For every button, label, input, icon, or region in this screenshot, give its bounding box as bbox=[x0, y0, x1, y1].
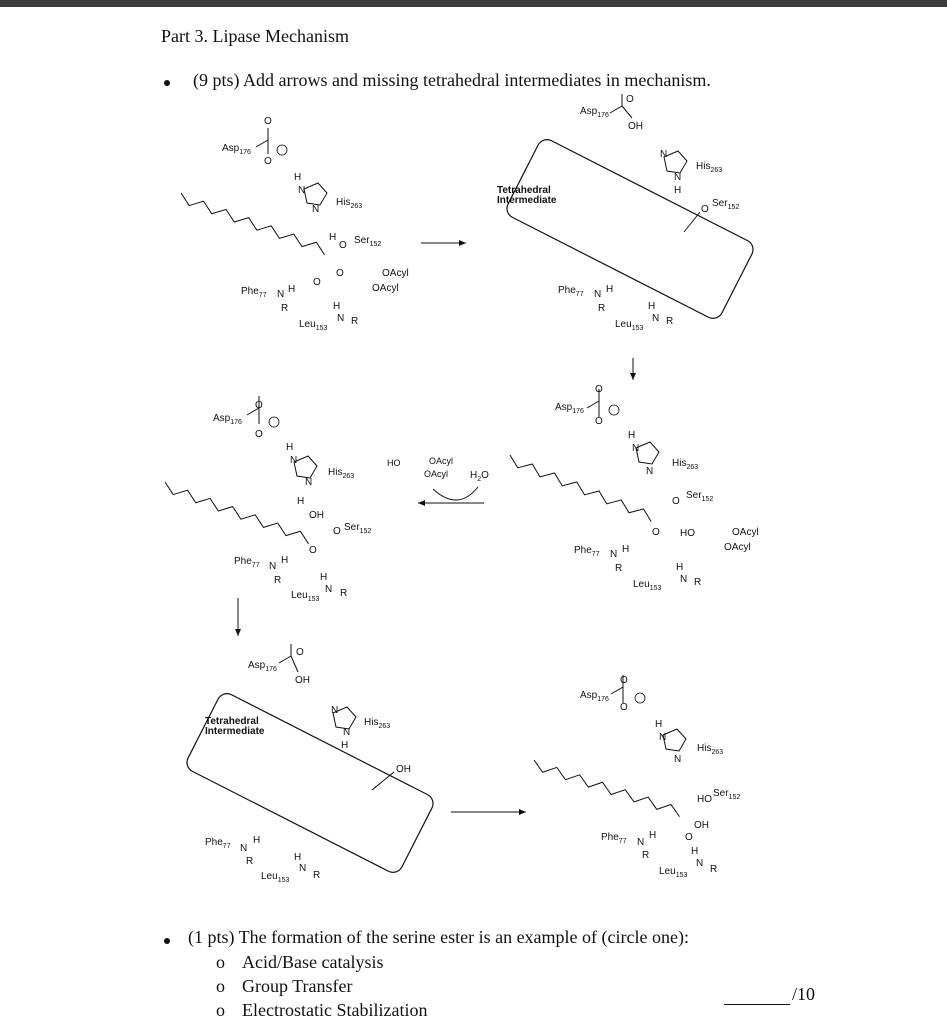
structure-part: H bbox=[288, 284, 296, 295]
structure-part: O bbox=[264, 156, 272, 167]
asp-label-3: Asp$_{176}$ bbox=[555, 402, 584, 415]
option-group-transfer-label: Group Transfer bbox=[242, 976, 353, 996]
ser-label-6: Ser$_{152}$ bbox=[713, 788, 741, 801]
structure-part: O bbox=[313, 277, 321, 288]
structure-part: Intermediate bbox=[205, 726, 265, 737]
structure-part: O bbox=[309, 545, 317, 556]
tetrahedral-box-1 bbox=[504, 136, 757, 322]
leu-label-4: Leu$_{153}$ bbox=[291, 590, 320, 603]
structure-part: H bbox=[628, 430, 636, 441]
structure-part: O bbox=[620, 675, 628, 686]
score-field bbox=[724, 984, 815, 1005]
structure-part bbox=[684, 212, 700, 232]
structure-part: H bbox=[606, 284, 614, 295]
structure-part: HO bbox=[697, 794, 712, 805]
structure-part: N bbox=[269, 561, 277, 572]
structure-part: Tetrahedral bbox=[205, 716, 259, 727]
structure-part bbox=[609, 405, 619, 415]
structure-part: R bbox=[642, 850, 650, 861]
structure-part: N bbox=[659, 732, 667, 743]
structure-part: O bbox=[595, 416, 603, 427]
structure-part: N bbox=[646, 466, 654, 477]
asp-label-1: Asp$_{176}$ bbox=[222, 143, 251, 156]
structure-part: N bbox=[277, 289, 285, 300]
his-label-1: His$_{263}$ bbox=[336, 197, 363, 210]
structure-part: O bbox=[339, 240, 347, 251]
structure-part: O bbox=[336, 268, 344, 279]
asp-label-4: Asp$_{176}$ bbox=[213, 413, 242, 426]
structure-part: N bbox=[337, 313, 345, 324]
structure-part: O bbox=[255, 429, 263, 440]
structure-part: H bbox=[294, 852, 302, 863]
ser-label-1: Ser$_{152}$ bbox=[354, 235, 382, 248]
structure-part: O bbox=[255, 400, 263, 411]
structure-part: R bbox=[340, 588, 348, 599]
imidazole-ring-3 bbox=[294, 456, 317, 478]
structure-part: H bbox=[286, 442, 294, 453]
structure-part: O bbox=[296, 647, 304, 658]
question2-prompt: (1 pts) The formation of the serine ester is an example of (circle one): bbox=[188, 927, 689, 947]
imidazole-ring-1 bbox=[304, 183, 327, 205]
bullet-q2 bbox=[164, 938, 170, 944]
phe-label-1: Phe$_{77}$ bbox=[241, 286, 267, 299]
structure-part: H bbox=[329, 232, 337, 243]
imidazole-ring-6 bbox=[663, 729, 686, 751]
structure-part: R bbox=[615, 563, 623, 574]
his-label-4: His$_{263}$ bbox=[328, 467, 355, 480]
structure-part: O bbox=[595, 384, 603, 395]
his-label-5: His$_{263}$ bbox=[364, 717, 391, 730]
structure-part: N bbox=[594, 289, 602, 300]
structure-part: OH bbox=[396, 764, 411, 775]
option-acid-base-label: Acid/Base catalysis bbox=[242, 952, 384, 972]
structure-part: OAcyl bbox=[429, 456, 454, 466]
acyl-chain-3 bbox=[162, 482, 312, 544]
structure-part: O bbox=[672, 496, 680, 507]
structure-part: H bbox=[320, 572, 328, 583]
structure-part: O bbox=[264, 116, 272, 127]
structure-part: OH bbox=[694, 820, 709, 831]
ser-label-3: Ser$_{152}$ bbox=[686, 490, 714, 503]
leu-label-6: Leu$_{153}$ bbox=[659, 866, 688, 879]
structure-part: H bbox=[333, 301, 341, 312]
structure-part: H bbox=[655, 719, 663, 730]
structure-part: N bbox=[290, 455, 298, 466]
structure-part: N bbox=[674, 172, 682, 183]
structure-part: N bbox=[680, 574, 688, 585]
option-group-transfer[interactable]: o Group Transfer bbox=[216, 976, 353, 996]
structure-part: OH bbox=[628, 121, 643, 132]
structure-part: R bbox=[313, 870, 321, 881]
structure-part: R bbox=[246, 856, 254, 867]
phe-label-5: Phe$_{77}$ bbox=[205, 837, 231, 850]
structure-part bbox=[504, 136, 757, 322]
structure-part: N bbox=[325, 584, 333, 595]
structure-part: H bbox=[294, 172, 302, 183]
structure-part: O bbox=[620, 702, 628, 713]
structure-part: H bbox=[648, 301, 656, 312]
imidazole-ring-4 bbox=[636, 442, 659, 464]
structure-part: R bbox=[666, 316, 674, 327]
acyl-chain-2 bbox=[507, 455, 655, 522]
structure-part: R bbox=[694, 577, 702, 588]
structure-part: OAcyl bbox=[372, 283, 399, 294]
structure-part: OAcyl bbox=[424, 469, 449, 479]
structure-part: N bbox=[674, 754, 682, 765]
his-label-2: His$_{263}$ bbox=[696, 161, 723, 174]
acyl-chain-1 bbox=[178, 193, 328, 255]
option-acid-base[interactable]: o Acid/Base catalysis bbox=[216, 952, 384, 972]
water-curved-arrow bbox=[433, 487, 478, 500]
structure-part: H bbox=[281, 555, 289, 566]
structure-part: OH bbox=[295, 675, 310, 686]
structure-part: OAcyl bbox=[732, 527, 759, 538]
structure-part: O bbox=[701, 204, 709, 215]
structure-part: N bbox=[240, 843, 248, 854]
his-label-6: His$_{263}$ bbox=[697, 743, 724, 756]
structure-part: N bbox=[696, 858, 704, 869]
structure-part: O bbox=[685, 832, 693, 843]
structure-part bbox=[372, 772, 394, 790]
structure-part: OH bbox=[309, 510, 324, 521]
his-label-3: His$_{263}$ bbox=[672, 458, 699, 471]
asp-label-6: Asp$_{176}$ bbox=[580, 690, 609, 703]
question1-prompt: (9 pts) Add arrows and missing tetrahedral intermediates in mechanism. bbox=[193, 70, 711, 90]
ser-label-2: Ser$_{152}$ bbox=[712, 198, 740, 211]
structure-part bbox=[256, 128, 268, 154]
structure-part: N bbox=[632, 443, 640, 454]
structure-part: N bbox=[299, 863, 307, 874]
leu-label-2: Leu$_{153}$ bbox=[615, 319, 644, 332]
leu-label-5: Leu$_{153}$ bbox=[261, 871, 290, 884]
part-title: Part 3. Lipase Mechanism bbox=[161, 26, 349, 46]
structure-part: HO bbox=[387, 458, 401, 468]
ser-label-4: Ser$_{152}$ bbox=[344, 522, 372, 535]
option-electrostatic-label: Electrostatic Stabilization bbox=[242, 1000, 428, 1020]
structure-part: N bbox=[652, 313, 660, 324]
imidazole-ring-2 bbox=[664, 151, 687, 173]
structure-part: H bbox=[649, 830, 657, 841]
structure-part: N bbox=[305, 477, 313, 488]
structure-part: H bbox=[691, 846, 699, 857]
structure-part: Tetrahedral bbox=[497, 185, 551, 196]
structure-part: H bbox=[676, 562, 684, 573]
structure-part: R bbox=[351, 316, 359, 327]
structure-part: O bbox=[333, 526, 341, 537]
structure-part: OAcyl bbox=[724, 542, 751, 553]
structure-part bbox=[277, 145, 287, 155]
structure-part: H bbox=[297, 496, 305, 507]
structure-part: N bbox=[660, 149, 668, 160]
structure-part: N bbox=[331, 705, 339, 716]
structure-part: O bbox=[626, 94, 634, 105]
phe-label-3: Phe$_{77}$ bbox=[574, 545, 600, 558]
structure-part: N bbox=[312, 204, 320, 215]
phe-label-4: Phe$_{77}$ bbox=[234, 556, 260, 569]
structure-part: HO bbox=[680, 528, 695, 539]
structure-part: H bbox=[674, 185, 682, 196]
structure-part: Intermediate bbox=[497, 195, 557, 206]
structure-part: N bbox=[298, 185, 306, 196]
structure-part: H bbox=[341, 740, 349, 751]
structure-part: N bbox=[610, 549, 618, 560]
leu-label-3: Leu$_{153}$ bbox=[633, 579, 662, 592]
water-label: $H_2O$ bbox=[470, 470, 489, 483]
phe-label-6: Phe$_{77}$ bbox=[601, 832, 627, 845]
structure-part bbox=[269, 417, 279, 427]
asp-label-5: Asp$_{176}$ bbox=[248, 660, 277, 673]
score-total: /10 bbox=[792, 984, 816, 1004]
structure-part: O bbox=[652, 527, 660, 538]
asp-label-2: Asp$_{176}$ bbox=[580, 106, 609, 119]
acyl-chain-4 bbox=[531, 760, 682, 817]
structure-part: R bbox=[598, 303, 606, 314]
structure-part: H bbox=[253, 835, 261, 846]
structure-part: R bbox=[710, 864, 718, 875]
structure-part bbox=[635, 693, 645, 703]
option-electrostatic[interactable]: o Electrostatic Stabilization bbox=[216, 1000, 428, 1020]
structure-part: N bbox=[637, 837, 645, 848]
phe-label-2: Phe$_{77}$ bbox=[558, 285, 584, 298]
structure-part: OAcyl bbox=[382, 268, 409, 279]
leu-label-1: Leu$_{153}$ bbox=[299, 319, 328, 332]
structure-part: N bbox=[343, 727, 351, 738]
score-blank[interactable] bbox=[724, 988, 790, 1005]
structure-part: H bbox=[622, 544, 630, 555]
structure-part: R bbox=[274, 575, 282, 586]
structure-part: R bbox=[281, 303, 289, 314]
